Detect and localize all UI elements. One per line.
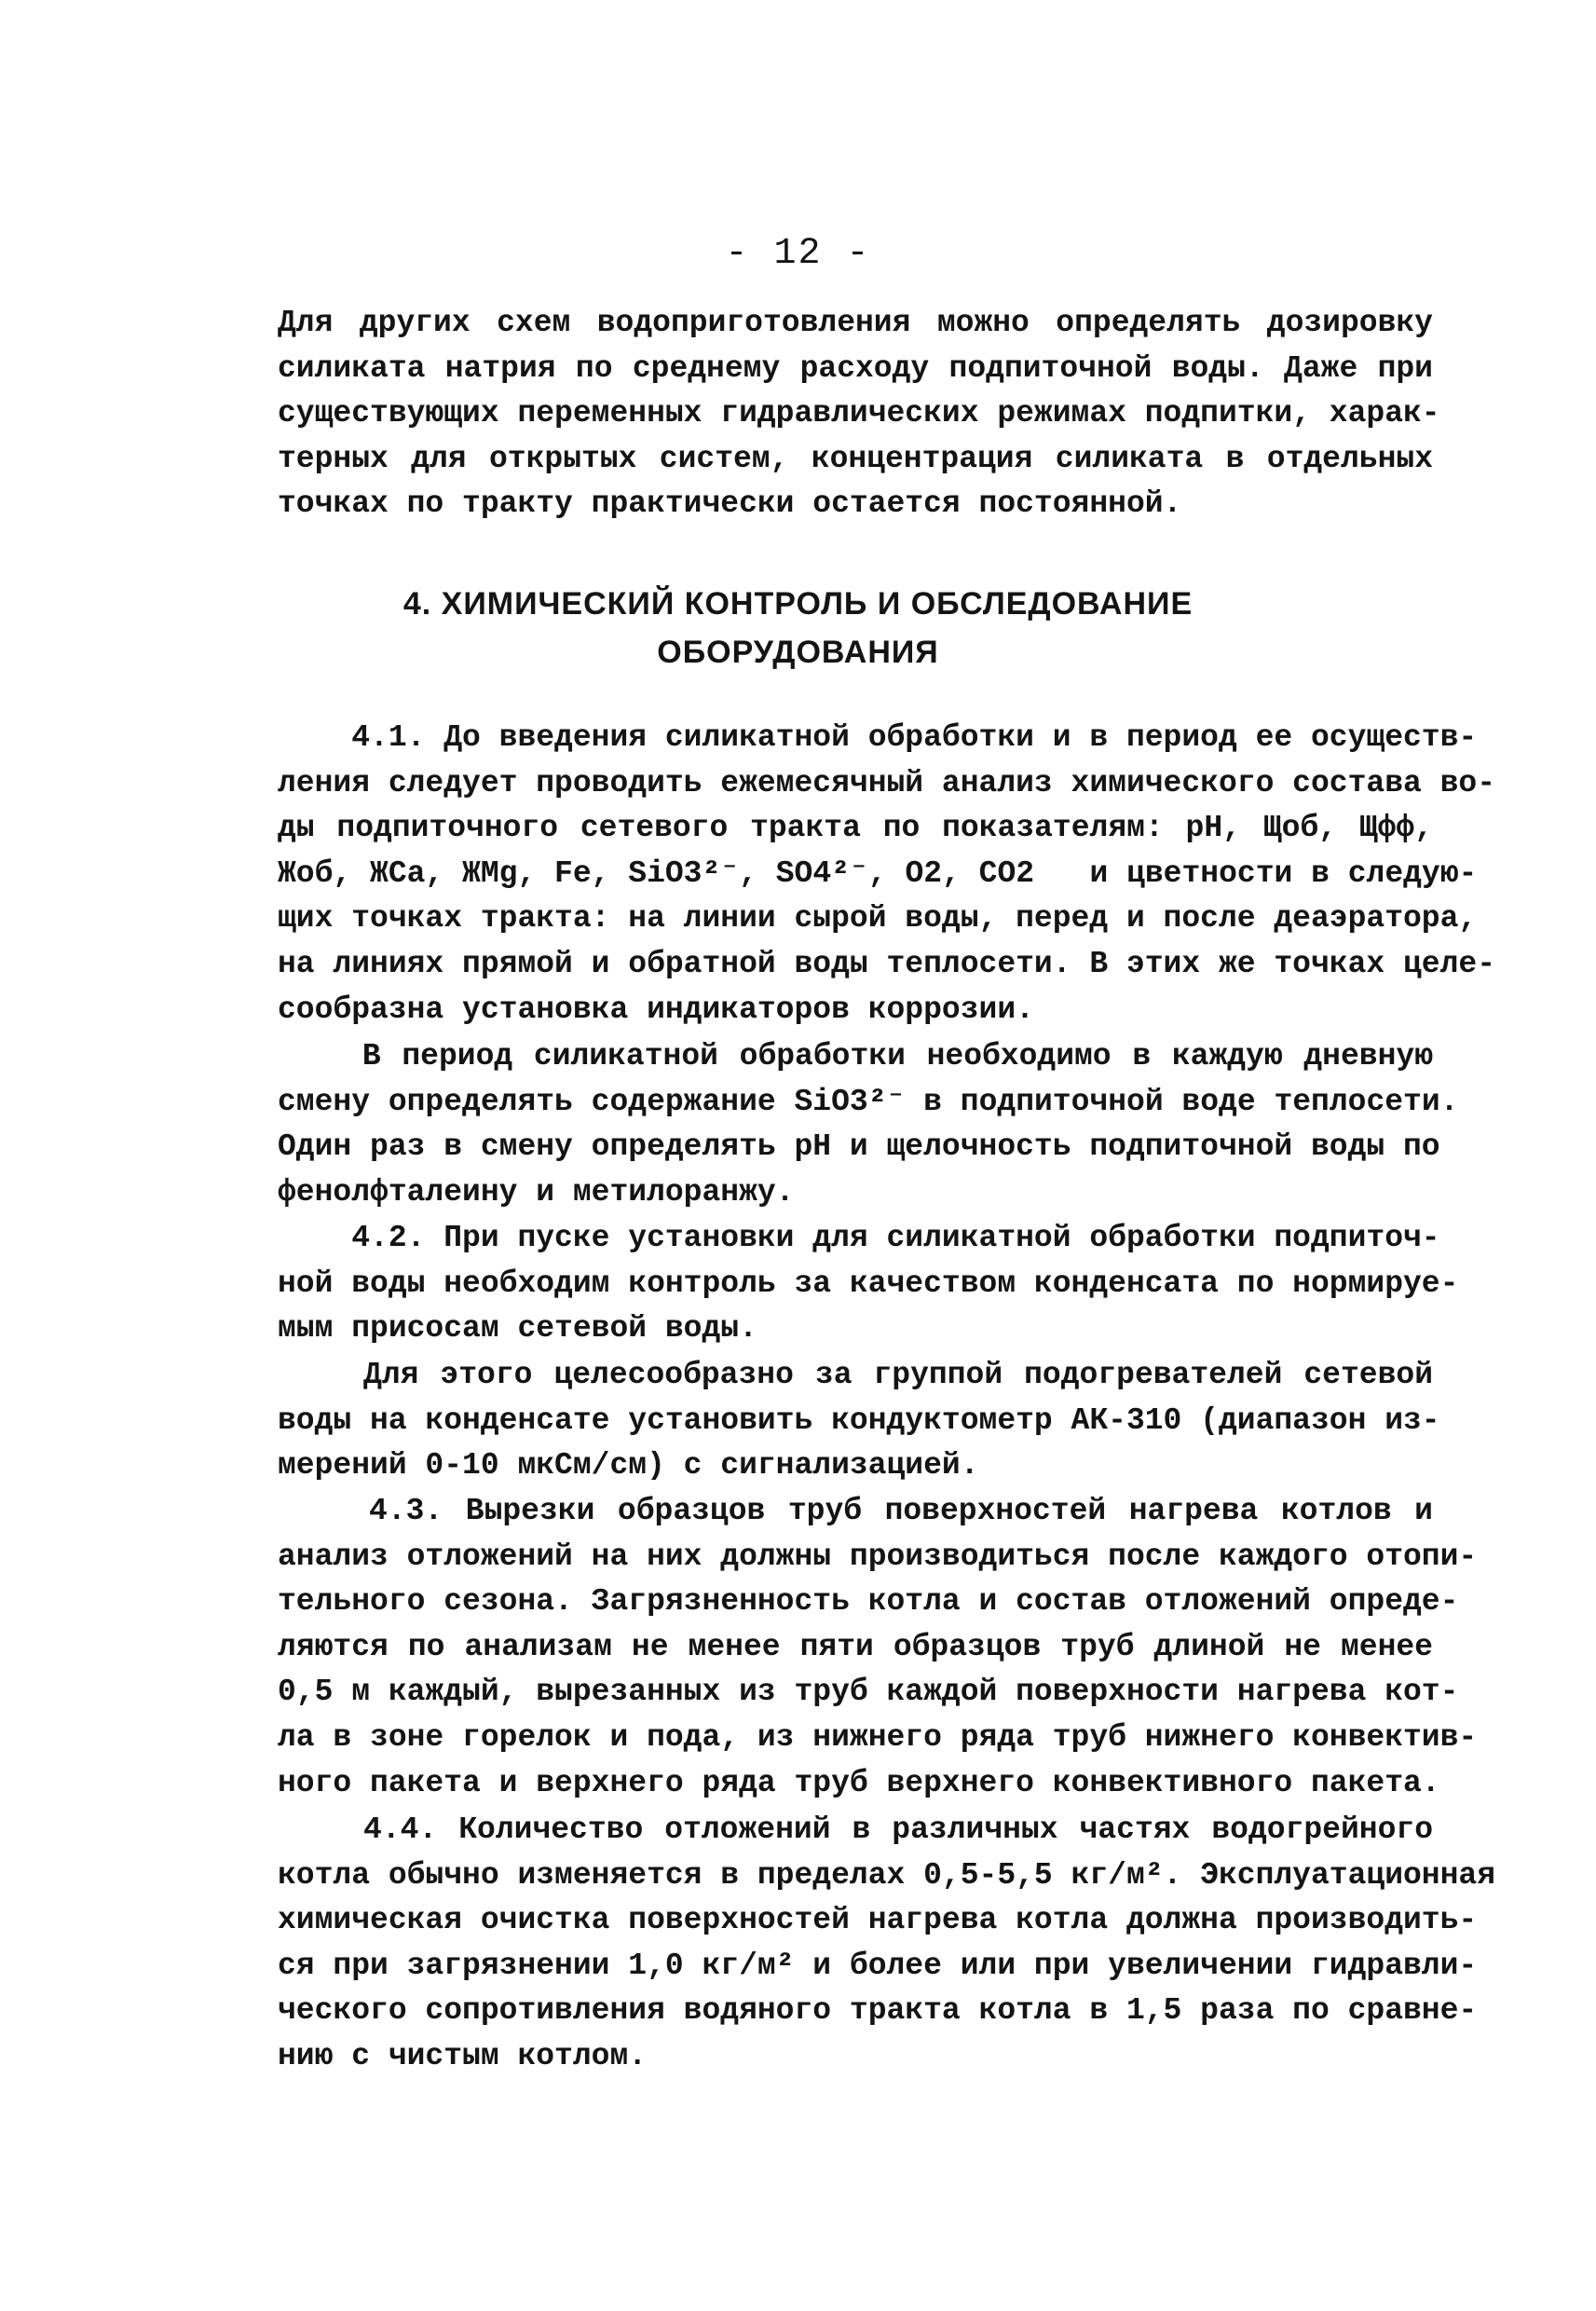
- paragraph-4-2: [278, 1216, 1459, 1352]
- text-line: Для этого целесообразно за группой подогревателей сетевой: [278, 1358, 1433, 1392]
- text-line: ческого сопротивления водяного тракта котла в 1,5 раза по сравне-: [278, 1993, 1478, 2029]
- paragraph-4-3: [278, 1489, 1478, 1806]
- text-line: смену определять содержание SiO3²⁻ в подпиточной воде теплосети.: [278, 1084, 1459, 1119]
- text-line: щих точках тракта: на линии сырой воды, перед и после деаэратора,: [278, 901, 1478, 937]
- section-title-line-2: ОБОРУДОВАНИЯ: [657, 635, 939, 670]
- text-line: терных для открытых систем, концентрация силиката в отдельных: [278, 441, 1433, 476]
- text-line: существующих переменных гидравлических режимах подпитки, харак-: [278, 396, 1440, 431]
- text-line: мым присосам сетевой воды.: [278, 1311, 757, 1347]
- text-line: ной воды необходим контроль за качеством конденсата по нормируе-: [278, 1265, 1459, 1301]
- text-line: ла в зоне горелок и пода, из нижнего ряда труб нижнего конвектив-: [278, 1719, 1478, 1755]
- text-line: ды подпиточного сетевого тракта по показателям: pH, Щоб, Щфф,: [278, 811, 1433, 846]
- text-line: воды на конденсате установить кондуктометр АК-310 (диапазон из-: [278, 1402, 1440, 1438]
- text-line: анализ отложений на них должны производиться после каждого отопи-: [278, 1538, 1478, 1574]
- text-line: ся при загрязнении 1,0 кг/м² и более или при увеличении гидравли-: [278, 1948, 1478, 1983]
- section-title-line-1: 4. ХИМИЧЕСКИЙ КОНТРОЛЬ И ОБСЛЕДОВАНИЕ: [402, 586, 1194, 622]
- text-line: 4.1. До введения силикатной обработки и в период ее осуществ-: [278, 720, 1478, 755]
- text-line: ляются по анализам не менее пяти образцов труб длиной не менее: [278, 1629, 1433, 1664]
- text-line: силиката натрия по среднему расходу подпиточной воды. Даже при: [278, 350, 1433, 386]
- text-line: нию с чистым котлом.: [278, 2038, 648, 2073]
- text-line: ного пакета и верхнего ряда труб верхнего конвективного пакета.: [278, 1765, 1440, 1800]
- text-line: Один раз в смену определять pH и щелочность подпиточной воды по: [278, 1129, 1440, 1165]
- text-line: В период силикатной обработки необходимо в каждую дневную: [278, 1039, 1433, 1073]
- intro-paragraph: [278, 301, 1440, 527]
- text-line: 4.2. При пуске установки для силикатной обработки подпиточ-: [278, 1221, 1440, 1255]
- text-line: химическая очистка поверхностей нагрева котла должна производить-: [278, 1903, 1478, 1938]
- text-line: ления следует проводить ежемесячный анализ химического состава во-: [278, 765, 1496, 800]
- text-line: сообразна установка индикаторов коррозии.: [278, 991, 1034, 1027]
- text-line: точках по тракту практически остается постоянной.: [278, 486, 1182, 522]
- paragraph-4-4: [278, 1808, 1496, 2080]
- paragraph-4-2-continued: [278, 1353, 1440, 1489]
- text-line: фенолфталеину и метилоранжу.: [278, 1174, 795, 1210]
- text-line: на линиях прямой и обратной воды теплосети. В этих же точках целе-: [278, 946, 1496, 981]
- text-line: Жоб, ЖCa, ЖMg, Fe, SiO3²⁻, SO4²⁻, O2, CO2 и цветности в следую-: [278, 855, 1478, 891]
- text-line: 4.3. Вырезки образцов труб поверхностей нагрева котлов и: [278, 1494, 1433, 1528]
- text-line: Для других схем водоприготовления можно определять дозировку: [278, 306, 1433, 340]
- page-number: - 12 -: [725, 233, 871, 275]
- text-line: 0,5 м каждый, вырезанных из труб каждой поверхности нагрева кот-: [278, 1675, 1459, 1710]
- text-line: котла обычно изменяется в пределах 0,5-5,5 кг/м². Эксплуатационная: [278, 1857, 1496, 1893]
- paragraph-4-1-continued: [278, 1034, 1459, 1215]
- text-line: тельного сезона. Загрязненность котла и состав отложений опреде-: [278, 1584, 1459, 1620]
- text-line: 4.4. Количество отложений в различных частях водогрейного: [278, 1812, 1433, 1847]
- section-heading: [0, 580, 1596, 677]
- paragraph-4-1: [278, 716, 1496, 1032]
- text-line: мерений 0-10 мкСм/см) с сигнализацией.: [278, 1448, 979, 1484]
